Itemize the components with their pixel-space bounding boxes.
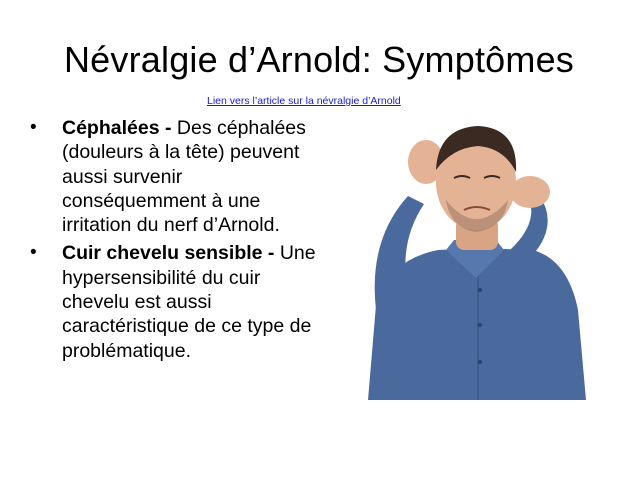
article-link[interactable]: Lien vers l’article sur la névralgie d’Arnold bbox=[207, 95, 401, 107]
bullet-item-cuir-chevelu bbox=[30, 241, 330, 362]
bullet-text: Une hypersensibilité du cuir chevelu est aussi caractéristique de ce type de problématique. bbox=[62, 242, 316, 362]
bullet-heading: Cuir chevelu sensible - bbox=[62, 242, 280, 265]
bullet-marker: • bbox=[30, 117, 37, 138]
slide-title: Névralgie d’Arnold: Symptômes bbox=[63, 39, 574, 80]
bullet-text: Des céphalées (douleurs à la tête) peuvent aussi survenir conséquemment à une irritation du nerf d’Arnold. bbox=[62, 117, 306, 237]
bullet-marker: • bbox=[30, 242, 37, 264]
bullet-list bbox=[30, 116, 330, 367]
man-holding-head-and-neck-photo bbox=[328, 100, 618, 400]
bullet-heading: Céphalées - bbox=[62, 117, 177, 139]
bullet-item-cephalees bbox=[30, 116, 330, 237]
